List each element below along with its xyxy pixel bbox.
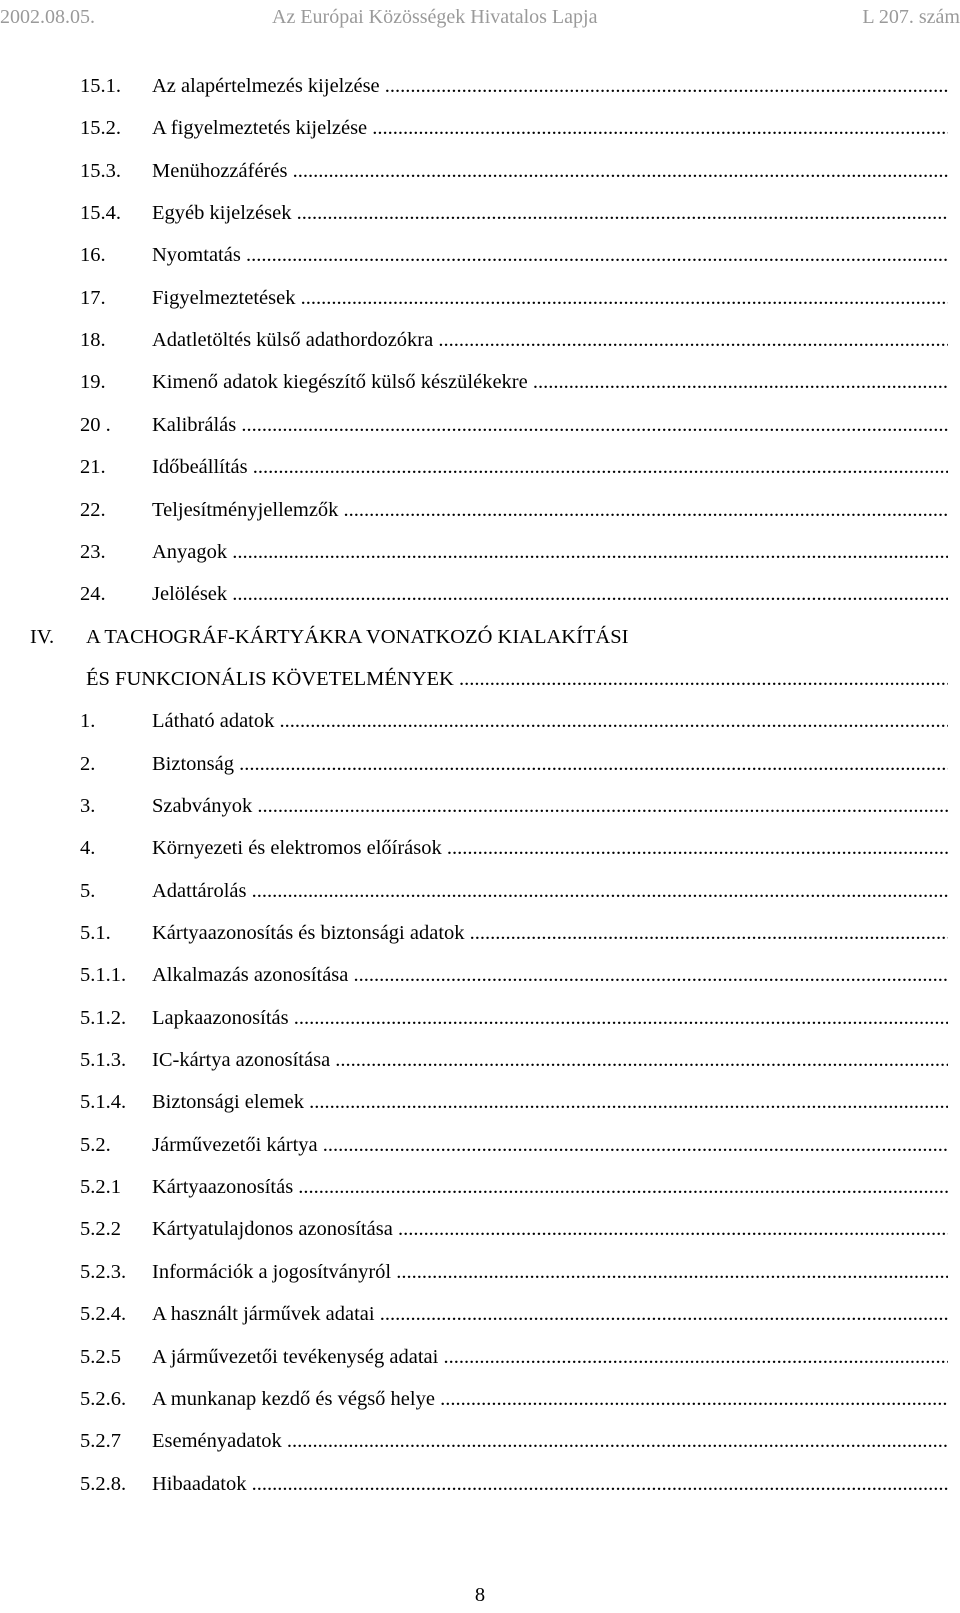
toc-entry-title-line xyxy=(86,622,948,652)
toc-entry-title: Figyelmeztetések xyxy=(152,286,296,309)
toc-entry-title-line xyxy=(152,156,948,186)
toc-entry-number: 5.2.1 xyxy=(80,1176,121,1199)
toc-entry-number: 21. xyxy=(80,456,106,479)
toc-entry-title-line xyxy=(152,960,948,990)
toc-entry-number: 5.1.2. xyxy=(80,1006,127,1029)
toc-entry-title-line xyxy=(152,1342,948,1372)
toc-entry-number: 5.2. xyxy=(80,1133,111,1156)
toc-entry-number: 19. xyxy=(80,371,106,394)
toc-entry-title-line xyxy=(152,706,948,736)
toc-entry xyxy=(0,791,948,821)
toc-entry xyxy=(0,71,948,101)
toc-entry-title-line xyxy=(152,198,948,228)
toc-entry-title: Az alapértelmezés kijelzése xyxy=(152,75,380,97)
toc-entry-number: 5.2.5 xyxy=(80,1345,121,1368)
toc-entry-title: A figyelmeztetés kijelzése xyxy=(152,117,368,140)
header-journal-title: Az Európai Közösségek Hivatalos Lapja xyxy=(272,6,598,28)
toc-entry-title: Menühozzáférés xyxy=(152,159,288,182)
toc-entry-title: Kártyaazonosítás és biztonsági adatok xyxy=(152,922,465,944)
toc-entry-number: 18. xyxy=(80,329,106,352)
toc-entry-number: 15.4. xyxy=(80,202,121,225)
toc-entry-number: 5.2.4. xyxy=(80,1303,127,1326)
toc-entry-number: 1. xyxy=(80,710,96,733)
toc-entry-number: 5.2.2 xyxy=(80,1218,121,1241)
toc-entry xyxy=(0,1214,948,1244)
toc-entry-title-line xyxy=(152,240,948,270)
toc-entry-number: 2. xyxy=(80,752,96,775)
toc-entry-number: 15.1. xyxy=(80,75,121,97)
toc-entry xyxy=(0,1087,948,1117)
toc-entry-title: Információk a jogosítványról xyxy=(152,1260,392,1283)
toc-entry xyxy=(0,1172,948,1202)
toc-entry-title: Környezeti és elektromos előírások xyxy=(152,837,442,860)
toc-entry xyxy=(0,283,948,313)
toc-entry xyxy=(0,410,948,440)
toc-entry-number: 5.2.8. xyxy=(80,1472,127,1495)
toc-entry-title: Szabványok xyxy=(152,794,253,817)
toc-entry-title: Nyomtatás xyxy=(152,244,241,267)
toc-entry-number: 15.2. xyxy=(80,117,121,140)
toc-entry-title-line xyxy=(152,1045,948,1075)
toc-entry-title: Kalibrálás xyxy=(152,413,237,436)
toc-entry xyxy=(0,495,948,525)
toc-entry-title: Biztonsági elemek xyxy=(152,1091,304,1114)
toc-entry-number: 16. xyxy=(80,244,106,267)
toc-entry-title-line xyxy=(152,71,948,101)
toc-entry-title-line xyxy=(152,918,948,948)
toc-entry xyxy=(0,876,948,906)
toc-entry xyxy=(0,240,948,270)
toc-entry-title-line xyxy=(152,1426,948,1456)
toc-entry-title: Látható adatok xyxy=(152,710,275,733)
toc-entry-title-line xyxy=(152,1257,948,1287)
toc-entry-number: 22. xyxy=(80,498,106,521)
toc-entry-title-line xyxy=(152,367,948,397)
toc-entry-number: 5.1.1. xyxy=(80,964,127,987)
toc-entry-number: IV. xyxy=(30,625,55,648)
toc-entry-title: Kimenő adatok kiegészítő külső készülékekre xyxy=(152,371,528,394)
toc-entry xyxy=(0,918,948,948)
toc-entry-title: IC-kártya azonosítása xyxy=(152,1049,331,1072)
toc-entry-title: Teljesítményjellemzők xyxy=(152,498,339,521)
toc-entry-title: Adattárolás xyxy=(152,879,247,902)
toc-entry xyxy=(0,113,948,143)
toc-entry xyxy=(0,1257,948,1287)
toc-entry-title-line xyxy=(152,791,948,821)
toc-entry-title: Lapkaazonosítás xyxy=(152,1006,289,1029)
toc-entry-title: Alkalmazás azonosítása xyxy=(152,964,349,987)
toc-entry-title-line xyxy=(152,452,948,482)
toc-entry-title-line xyxy=(152,876,948,906)
toc-entry xyxy=(0,1003,948,1033)
toc-entry-title-line xyxy=(152,410,948,440)
toc-entry-title: Eseményadatok xyxy=(152,1430,282,1453)
toc-entry-title: A TACHOGRÁF-KÁRTYÁKRA VONATKOZÓ KIALAKÍTÁSI xyxy=(86,625,629,648)
toc-entry-title: Biztonság xyxy=(152,752,234,775)
toc-entry xyxy=(0,1384,948,1414)
toc-entry xyxy=(0,664,948,694)
toc-entry xyxy=(0,198,948,228)
toc-entry-title-line xyxy=(86,664,948,694)
toc-entry-number: 4. xyxy=(80,837,96,860)
toc-entry-title-line xyxy=(152,537,948,567)
toc-entry-title-line xyxy=(152,1003,948,1033)
header-date: 2002.08.05. xyxy=(0,6,95,28)
toc-entry-title-line xyxy=(152,833,948,863)
toc-entry-title-line xyxy=(152,113,948,143)
toc-entry xyxy=(0,1426,948,1456)
toc-entry-title-line xyxy=(152,1087,948,1117)
toc-entry xyxy=(0,579,948,609)
toc-entry-title: Anyagok xyxy=(152,540,228,563)
toc-entry xyxy=(0,367,948,397)
toc-entry-title-line xyxy=(152,749,948,779)
toc-entry-number: 20 . xyxy=(80,413,111,436)
toc-entry-title: Jelölések xyxy=(152,583,228,606)
toc-entry-number: 5.2.7 xyxy=(80,1430,121,1453)
toc-entry-title: A munkanap kezdő és végső helye xyxy=(152,1387,435,1410)
toc-entry-number: 5.2.3. xyxy=(80,1260,127,1283)
header-issue-number: L 207. szám xyxy=(862,6,960,28)
toc-entry-title-line xyxy=(152,1172,948,1202)
toc-entry xyxy=(0,452,948,482)
toc-entry-title: Időbeállítás xyxy=(152,456,248,479)
toc-entry-number: 5. xyxy=(80,879,96,902)
toc-entry-number: 3. xyxy=(80,794,96,817)
toc-entry-number: 5.1. xyxy=(80,922,111,944)
toc-entry xyxy=(0,1299,948,1329)
toc-entry-title-line xyxy=(152,579,948,609)
toc-entry-number: 15.3. xyxy=(80,159,121,182)
toc-entry xyxy=(0,156,948,186)
toc-entry-number: 24. xyxy=(80,583,106,606)
toc-entry-number: 5.1.4. xyxy=(80,1091,127,1114)
toc-entry-title-line xyxy=(152,495,948,525)
toc-entry xyxy=(0,325,948,355)
toc-entry xyxy=(0,622,948,652)
toc-entry xyxy=(0,537,948,567)
toc-entry-title: Járművezetői kártya xyxy=(152,1133,318,1156)
toc-entry-number: 17. xyxy=(80,286,106,309)
toc-entry xyxy=(0,1045,948,1075)
toc-entry-title: A használt járművek adatai xyxy=(152,1303,375,1326)
toc-entry-title: ÉS FUNKCIONÁLIS KÖVETELMÉNYEK xyxy=(86,667,454,690)
toc-entry-title-line xyxy=(152,325,948,355)
toc-entry xyxy=(0,1469,948,1499)
toc-entry xyxy=(0,960,948,990)
toc-entry-number: 5.2.6. xyxy=(80,1387,127,1410)
toc-entry-number: 5.1.3. xyxy=(80,1049,127,1072)
toc-entry-number: 23. xyxy=(80,540,106,563)
toc-entry-title: A járművezetői tevékenység adatai xyxy=(152,1345,439,1368)
toc-entry xyxy=(0,1342,948,1372)
toc-entry-title-line xyxy=(152,1299,948,1329)
toc-entry xyxy=(0,833,948,863)
toc-entry xyxy=(0,749,948,779)
toc-entry-title-line xyxy=(152,1384,948,1414)
toc-entry-title: Kártyatulajdonos azonosítása xyxy=(152,1218,393,1241)
toc-entry-title: Adatletöltés külső adathordozókra xyxy=(152,329,434,352)
toc-entry xyxy=(0,1130,948,1160)
toc-entry-title: Kártyaazonosítás xyxy=(152,1176,294,1199)
toc-entry xyxy=(0,706,948,736)
page-number: 8 xyxy=(474,1584,486,1606)
toc-entry-title-line xyxy=(152,1214,948,1244)
toc-entry-title: Egyéb kijelzések xyxy=(152,202,292,225)
toc-entry-title: Hibaadatok xyxy=(152,1472,247,1495)
toc-entry-title-line xyxy=(152,1469,948,1499)
toc-entry-title-line xyxy=(152,283,948,313)
toc-entry-title-line xyxy=(152,1130,948,1160)
